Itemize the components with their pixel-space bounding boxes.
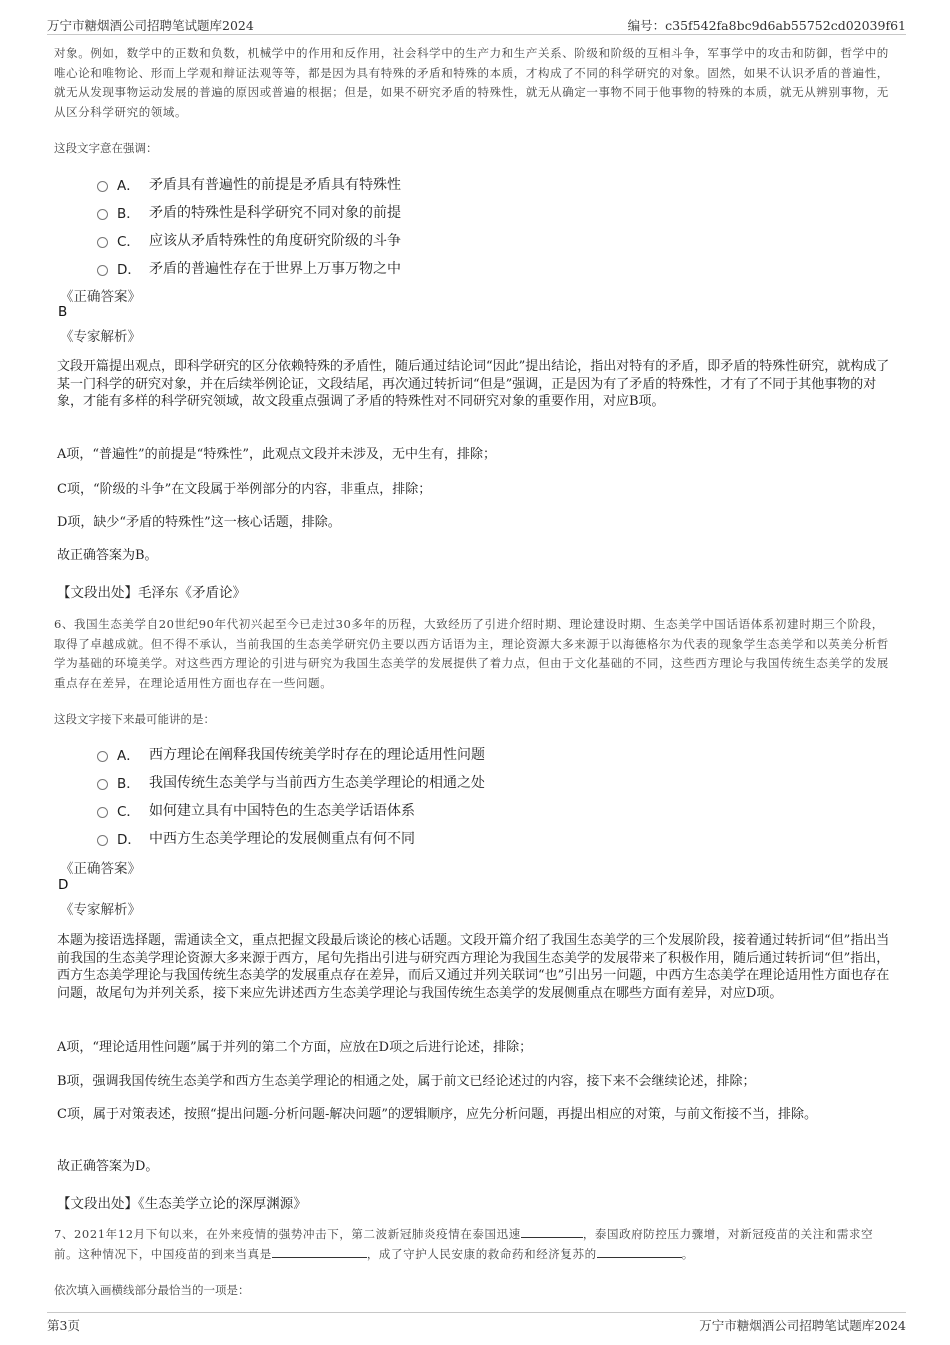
option-letter: C． <box>117 234 140 250</box>
radio-icon[interactable] <box>97 181 108 192</box>
q7-text-2: ，泰国政府防控压力骤增，对新冠疫苗的关注和需求空前。这种情况下，中国疫苗的到来当真是 <box>54 1227 874 1261</box>
option-letter: C． <box>117 804 140 820</box>
option-text: 矛盾具有普遍性的前提是矛盾具有特殊性 <box>149 177 401 193</box>
q6-note-a: A项，“理论适用性问题”属于并列的第二个方面，应放在D项之后进行论述，排除； <box>57 1040 533 1055</box>
blank-2 <box>272 1246 367 1258</box>
q6-passage: 6、我国生态美学自20世纪90年代初兴起至今已走过30多年的历程，大致经历了引进介绍时期、理论建设时期、生态美学中国话语体系初建时期三个阶段，取得了卓越成就。但不得不承认，当前我国的生态美学研究仍主要以西方话语为主，理论资源大多来源于以海德格尔为代表的现象学生态美学和以英美分析哲学为基础的环境美学。对这些西方理论的引进与研究为我国生态美学的发展提供了着力点，但由于文化基础的不同，这些西方理论与我国传统生态美学的发展重点存在差异，在理论适用性方面也存在一些问题。 <box>54 617 889 690</box>
q7-text-4: 。 <box>681 1246 694 1261</box>
q5-option-b[interactable] <box>97 202 401 222</box>
option-letter: B． <box>117 776 140 792</box>
q5-analysis-label: 《专家解析》 <box>60 329 141 345</box>
option-letter: A． <box>117 178 140 194</box>
page-number: 第3页 <box>47 1318 80 1333</box>
blank-1 <box>521 1226 583 1238</box>
q5-source: 【文段出处】毛泽东《矛盾论》 <box>57 585 246 601</box>
q7-passage <box>54 1225 889 1264</box>
q7-stem: 依次填入画横线部分最恰当的一项是： <box>54 1283 250 1297</box>
option-letter: A． <box>117 748 140 764</box>
q5-stem: 这段文字意在强调： <box>54 141 158 155</box>
option-text: 矛盾的普遍性存在于世界上万事万物之中 <box>149 261 401 277</box>
radio-icon[interactable] <box>97 779 108 790</box>
radio-icon[interactable] <box>97 835 108 846</box>
option-letter: B． <box>117 206 140 222</box>
q6-option-c[interactable] <box>97 800 415 820</box>
q6-option-a[interactable] <box>97 744 485 764</box>
page-footer <box>47 1312 906 1335</box>
option-letter: D． <box>117 832 141 848</box>
q6-answer-label: 《正确答案》 <box>60 861 141 877</box>
q6-conclusion: 故正确答案为D。 <box>57 1159 159 1174</box>
q6-answer: D <box>58 877 69 893</box>
q5-option-a[interactable] <box>97 174 401 194</box>
footer-title: 万宁市糖烟酒公司招聘笔试题库2024 <box>699 1318 906 1333</box>
q6-note-c: C项，属于对策表述，按照“提出问题-分析问题-解决问题”的逻辑顺序，应先分析问题，再提出相应的对策，与前文衔接不当，排除。 <box>57 1107 818 1122</box>
option-text: 中西方生态美学理论的发展侧重点有何不同 <box>149 831 415 847</box>
radio-icon[interactable] <box>97 265 108 276</box>
q6-analysis: 本题为接语选择题，需通读全文，重点把握文段最后谈论的核心话题。文段开篇介绍了我国生态美学的三个发展阶段，接着通过转折词“但”指出当前我国的生态美学理论资源大多来源于西方，尾句先指出引进与研究西方理论为我国生态美学的发展带来了积极作用，随后通过转折词“但”指出，西方生态美学理论与我国传统生态美学的发展重点存在差异，而后又通过并列关联词“也”引出另一问题，中西方生态美学在理论适用性方面也存在问题，故尾句为并列关系，接下来应先讲述西方生态美学理论与我国传统生态美学的发展侧重点在哪些方面有差异，对应D项。 <box>57 933 890 1001</box>
q6-option-b[interactable] <box>97 772 485 792</box>
option-text: 矛盾的特殊性是科学研究不同对象的前提 <box>149 205 401 221</box>
q5-analysis: 文段开篇提出观点，即科学研究的区分依赖特殊的矛盾性，随后通过结论词“因此”提出结论，指出对特有的矛盾，即矛盾的特殊性研究，就构成了某一门科学的研究对象，并在后续举例论证，文段结尾，再次通过转折词“但是”强调，正是因为有了矛盾的特殊性，才有了不同于其他事物的对象，才能有多样的科学研究领域，故文段重点强调了矛盾的特殊性对不同研究对象的重要作用，对应B项。 <box>57 359 890 409</box>
q5-note-d: D项，缺少“矛盾的特殊性”这一核心话题，排除。 <box>57 515 341 530</box>
q6-stem: 这段文字接下来最可能讲的是： <box>54 712 215 726</box>
option-letter: D． <box>117 262 141 278</box>
q6-option-d[interactable] <box>97 828 415 848</box>
q5-note-a: A项，“普遍性”的前提是“特殊性”，此观点文段并未涉及，无中生有，排除； <box>57 447 496 462</box>
q6-source: 【文段出处】《生态美学立论的深厚渊源》 <box>57 1196 307 1212</box>
radio-icon[interactable] <box>97 237 108 248</box>
blank-3 <box>597 1246 682 1258</box>
option-text: 我国传统生态美学与当前西方生态美学理论的相通之处 <box>149 775 485 791</box>
radio-icon[interactable] <box>97 807 108 818</box>
header-code: 编号：c35f542fa8bc9d6ab55752cd02039f61 <box>627 18 906 33</box>
q5-option-d[interactable] <box>97 258 401 278</box>
radio-icon[interactable] <box>97 751 108 762</box>
q5-note-c: C项，“阶级的斗争”在文段属于举例部分的内容，非重点，排除； <box>57 482 432 497</box>
q5-answer-label: 《正确答案》 <box>60 289 141 305</box>
header-title: 万宁市糖烟酒公司招聘笔试题库2024 <box>47 18 254 33</box>
q7-text-1: 7、2021年12月下旬以来，在外来疫情的强势冲击下，第二波新冠肺炎疫情在泰国迅速 <box>54 1227 521 1241</box>
option-text: 西方理论在阐释我国传统美学时存在的理论适用性问题 <box>149 747 485 763</box>
q7-text-3: ，成了守护人民安康的救命药和经济复苏的 <box>366 1246 597 1261</box>
option-text: 应该从矛盾特殊性的角度研究阶级的斗争 <box>149 233 401 249</box>
page-header <box>47 14 906 35</box>
q5-conclusion: 故正确答案为B。 <box>57 548 158 563</box>
q6-analysis-label: 《专家解析》 <box>60 902 141 918</box>
radio-icon[interactable] <box>97 209 108 220</box>
q6-note-b: B项，强调我国传统生态美学和西方生态美学理论的相通之处，属于前文已经论述过的内容，接下来不会继续论述，排除； <box>57 1074 756 1089</box>
q5-option-c[interactable] <box>97 230 401 250</box>
option-text: 如何建立具有中国特色的生态美学话语体系 <box>149 803 415 819</box>
passage-top: 对象。例如，数学中的正数和负数，机械学中的作用和反作用，社会科学中的生产力和生产关系、阶级和阶级的互相斗争，军事学中的攻击和防御，哲学中的唯心论和唯物论、形而上学观和辩证法观等等，都是因为具有特殊的矛盾和特殊的本质，才构成了不同的科学研究的对象。固然，如果不认识矛盾的普遍性，就无从发现事物运动发展的普遍的原因或普遍的根据；但是，如果不研究矛盾的特殊性，就无从确定一事物不同于他事物的特殊的本质，就无从辨别事物，无从区分科学研究的领域。 <box>54 46 889 119</box>
q5-answer: B <box>58 304 68 320</box>
